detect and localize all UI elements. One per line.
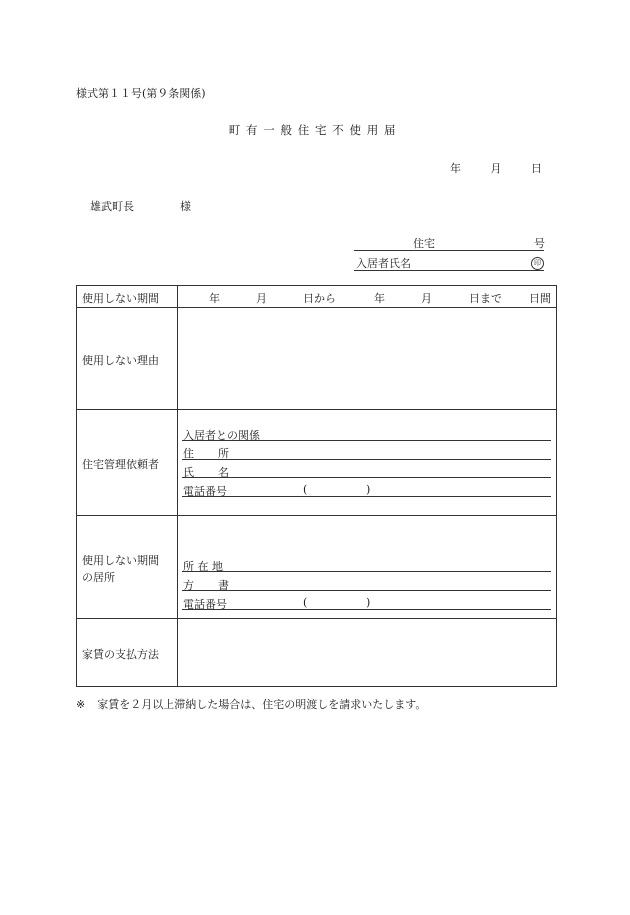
form-number: 様式第１１号(第９条関係) [76,87,206,100]
reason-label: 使用しない理由 [82,354,159,367]
residence-location-line [182,571,551,572]
residence-careof-line [182,590,551,591]
period-month2: 月 [421,292,432,305]
period-label: 使用しない期間 [82,292,159,305]
manager-name-line [182,477,551,478]
period-month1: 月 [256,292,267,305]
manager-phone-label: 電話番号 [183,485,227,498]
form-table [76,285,557,687]
footnote [76,696,426,712]
seal-icon: 印 [531,257,544,270]
table-column-divider [177,285,178,687]
manager-address-line [182,459,551,460]
manager-address-label: 住 所 [183,447,229,460]
date-year: 年 [450,162,461,175]
residence-phone-line [182,609,551,610]
house-label: 住宅 [413,237,435,250]
rent-label: 家賃の支払方法 [82,648,159,661]
date-month: 月 [490,162,502,175]
manager-phone-paren-open: ( [303,483,308,496]
addressee-name: 雄武町長 [90,200,134,213]
addressee [90,198,191,214]
page-title: 町有一般住宅不使用届 [228,123,402,137]
manager-label: 住宅管理依頼者 [82,458,159,471]
manager-relation-label: 入居者との関係 [183,429,260,442]
footnote-mark: ※ [76,698,86,711]
manager-phone-paren-close: ) [366,483,371,496]
manager-relation-line [182,440,551,441]
footnote-text: 家賃を２月以上滞納した場合は、住宅の明渡しを請求いたします。 [97,698,427,711]
manager-phone-line [182,496,551,497]
seal-mark [531,255,544,270]
residence-label-line2: の居所 [82,571,115,584]
resident-name-label: 入居者氏名 [356,257,411,270]
manager-name-label: 氏 名 [183,466,229,479]
period-until: 日まで [469,292,502,305]
period-year2: 年 [374,292,385,305]
date-day: 日 [531,162,542,175]
residence-phone-label: 電話番号 [183,598,227,611]
residence-location-label: 所 在 地 [183,560,223,573]
residence-careof-label: 方 書 [183,579,229,592]
period-year1: 年 [209,292,220,305]
house-underline [354,250,544,251]
date-line [450,160,542,176]
addressee-honorific: 様 [180,200,191,213]
period-from: 日から [303,292,336,305]
row-divider-3 [76,515,557,516]
row-divider-2 [76,409,557,410]
resident-underline [354,270,544,271]
house-suffix: 号 [534,237,545,250]
period-days: 日間 [529,292,551,305]
residence-phone-paren-open: ( [303,596,308,609]
row-divider-1 [76,307,557,308]
residence-label-line1: 使用しない期間 [82,554,159,567]
residence-phone-paren-close: ) [366,596,371,609]
row-divider-4 [76,618,557,619]
